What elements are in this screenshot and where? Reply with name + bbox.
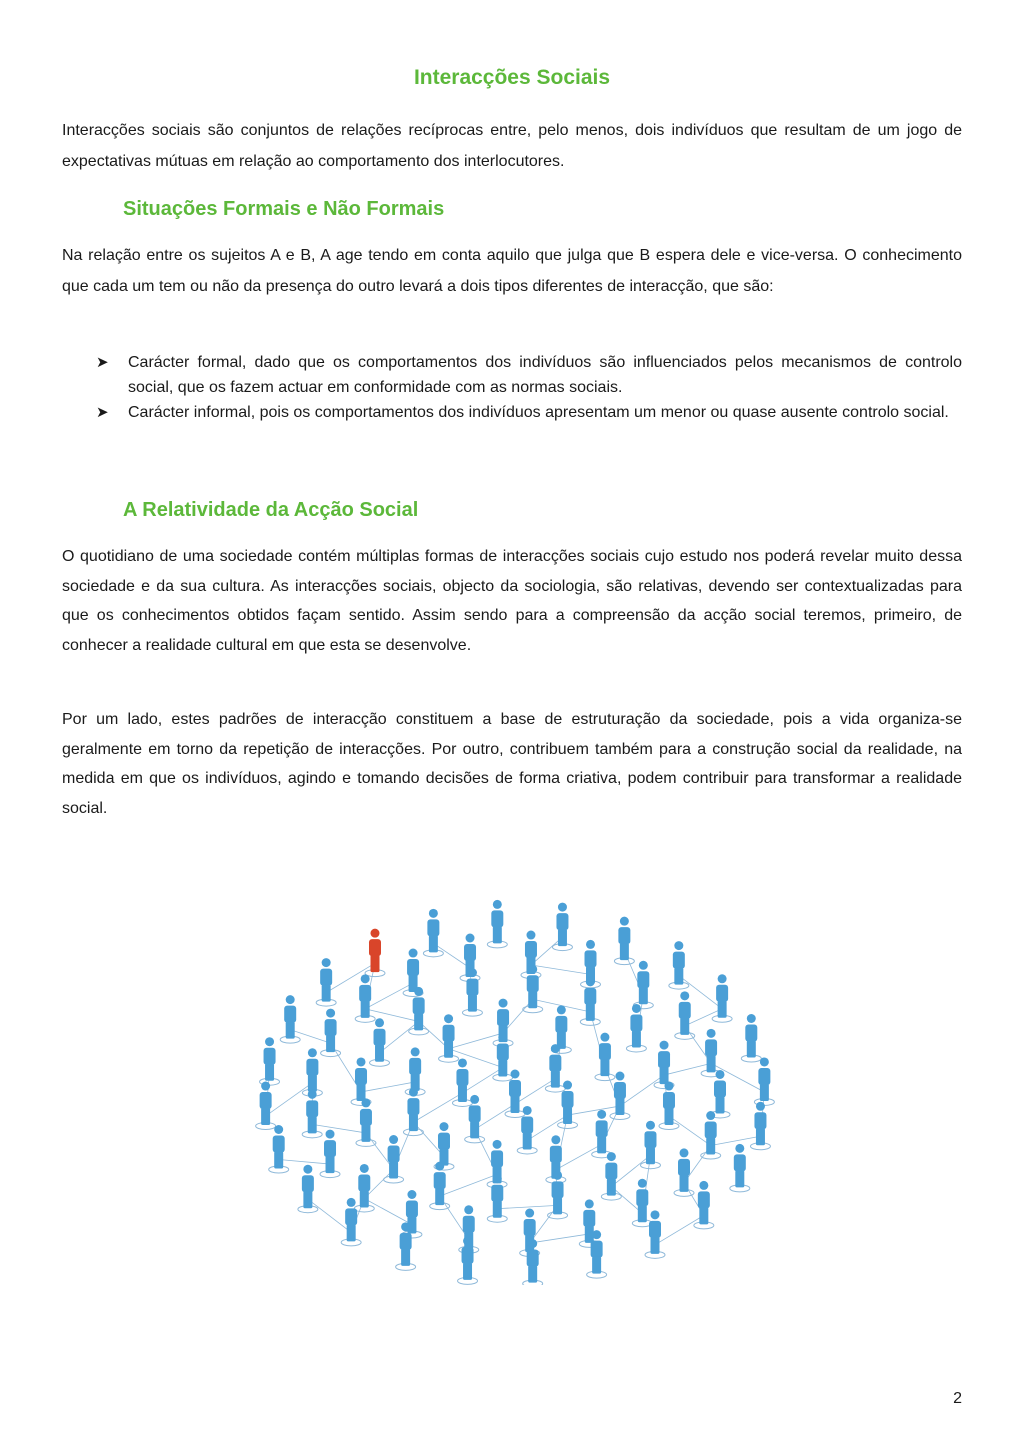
- arrow-bullet-icon: ➤: [96, 354, 109, 371]
- section-relativity-paragraph-2: Por um lado, estes padrões de interacção constituem a base de estruturação da sociedade, pois a vida organiza-se geralmente em torno da repetição de interacções. Por outro, contribuem também para a construção social da realidade, na medida em que os indivíduos, agindo e tomando decisões de forma criativa, podem contribuir para transformar a realidade social.: [62, 711, 962, 817]
- person-icon: [439, 1014, 459, 1062]
- person-icon: [505, 1070, 525, 1118]
- person-icon: [452, 1058, 472, 1106]
- person-icon: [370, 1018, 390, 1066]
- connection-line: [279, 1160, 330, 1165]
- person-icon: [545, 1044, 565, 1092]
- person-icon: [355, 974, 375, 1022]
- person-icon: [430, 1162, 450, 1210]
- person-icon: [675, 991, 695, 1039]
- section-formal-paragraph: Na relação entre os sujeitos A e B, A age tendo em conta aquilo que julga que B espera dele e vice-versa. O conhecimento que cada um tem ou não da presença do outro levará a dois tipos diferentes de interacção, que são:: [62, 247, 962, 295]
- person-icon: [712, 974, 732, 1022]
- connection-line: [364, 1198, 412, 1224]
- person-icon: [640, 1121, 660, 1169]
- person-icon: [316, 958, 336, 1006]
- person-icon: [423, 909, 443, 957]
- person-icon: [321, 1009, 341, 1057]
- list-item-text: Carácter informal, pois os comportamentos dos indivíduos apresentam um menor ou quase ausente controlo social.: [128, 404, 949, 421]
- person-icon: [517, 1106, 537, 1154]
- person-icon: [487, 900, 507, 948]
- person-icon: [669, 941, 689, 989]
- connection-line: [312, 1124, 366, 1133]
- person-icon: [645, 1210, 665, 1258]
- person-icon: [458, 1236, 478, 1284]
- connection-line: [530, 1234, 590, 1243]
- person-icon: [302, 1090, 322, 1138]
- person-icon: [654, 1041, 674, 1089]
- person-icon: [750, 1102, 770, 1150]
- connection-line: [655, 1215, 704, 1244]
- connection-line: [413, 1093, 462, 1122]
- social-network-people-icon: [250, 895, 780, 1285]
- connection-line: [440, 1174, 497, 1196]
- connection-line: [620, 1075, 664, 1106]
- connection-line: [361, 1082, 415, 1092]
- person-icon: [302, 1048, 322, 1096]
- person-icon: [592, 1110, 612, 1158]
- connection-line: [449, 1049, 503, 1068]
- person-icon: [632, 1179, 652, 1227]
- person-icon: [384, 1135, 404, 1183]
- section-heading-formal: Situações Formais e Não Formais: [123, 198, 445, 220]
- person-icon: [694, 1181, 714, 1229]
- connection-line: [669, 1116, 711, 1145]
- person-icon: [754, 1057, 774, 1105]
- connection-line: [365, 1009, 418, 1022]
- connection-line: [497, 1205, 557, 1208]
- highlighted-person-icon: [365, 929, 385, 977]
- page-title: Interacções Sociais: [413, 66, 611, 89]
- person-icon: [558, 1081, 578, 1129]
- person-icon: [320, 1130, 340, 1178]
- person-icon: [298, 1165, 318, 1213]
- person-icon: [741, 1014, 761, 1062]
- person-icon: [280, 995, 300, 1043]
- section-heading-relativity: A Relatividade da Acção Social: [123, 499, 419, 521]
- person-icon: [520, 1209, 540, 1257]
- connection-line: [664, 1063, 711, 1075]
- connection-line: [308, 1199, 351, 1232]
- intro-paragraph: Interacções sociais são conjuntos de relações recíprocas entre, pelo menos, dois indivíduos que resultam de um jogo de expectativas mútuas em relação ao comportamento dos interlocutores.: [62, 122, 962, 170]
- page-number: 2: [953, 1390, 962, 1407]
- person-icon: [626, 1004, 646, 1052]
- person-icon: [465, 1095, 485, 1143]
- person-icon: [354, 1164, 374, 1212]
- person-icon: [633, 961, 653, 1009]
- list-item: [96, 400, 962, 425]
- section-relativity-paragraph-1: O quotidiano de uma sociedade contém múltiplas formas de interacções sociais cujo estudo nos poderá revelar muito dessa sociedade e da sua cultura. As interacções sociais, objecto da sociologia, são relativas, devendo ser contextualizadas para que os conhecimentos obtidos façam sentido. Assim sendo para a compreensão da acção social teremos, primeiro, de conhecer a realidade cultural em que esta se desenvolve.: [62, 548, 962, 654]
- person-icon: [269, 1125, 289, 1173]
- person-icon: [260, 1037, 280, 1085]
- connection-line: [266, 1083, 313, 1116]
- list-item-text: Carácter formal, dado que os comportamentos dos indivíduos são influenciados pelos mecanismos de controlo social, que os fazem actuar em conformidade com as normas sociais.: [128, 354, 962, 396]
- person-icon: [256, 1082, 276, 1130]
- person-icon: [579, 1199, 599, 1247]
- arrow-bullet-icon: ➤: [96, 404, 109, 421]
- person-icon: [341, 1198, 361, 1246]
- person-icon: [730, 1144, 750, 1192]
- list-item: [96, 350, 962, 400]
- person-icon: [580, 977, 600, 1025]
- person-icon: [614, 917, 634, 965]
- interaction-types-list: [96, 350, 962, 425]
- person-icon: [674, 1148, 694, 1196]
